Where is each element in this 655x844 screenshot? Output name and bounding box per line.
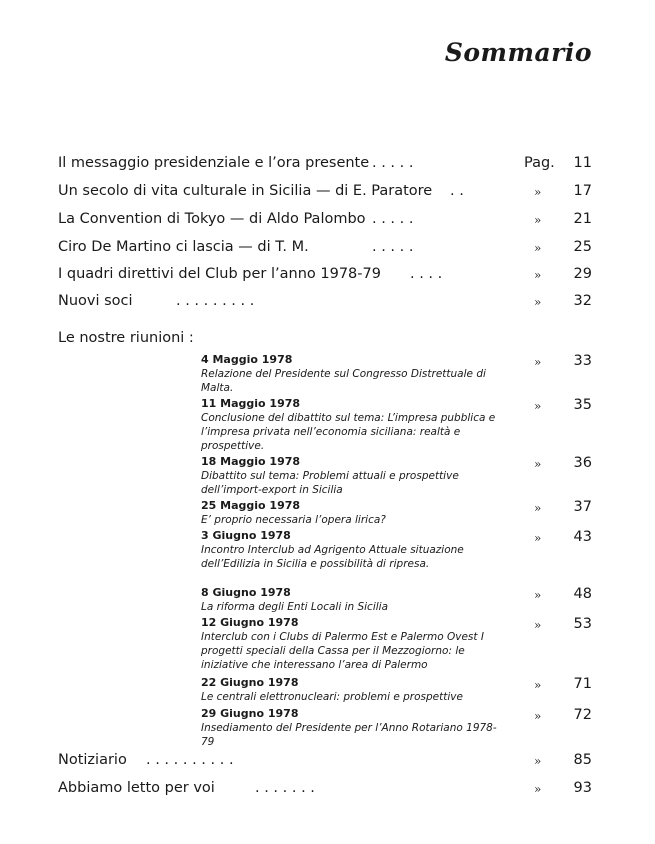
toc-page-number: 35 — [573, 397, 592, 413]
toc-page-number: 37 — [573, 499, 592, 515]
toc-page-marker: » — [534, 782, 542, 796]
meeting-date: 11 Maggio 1978 — [201, 397, 301, 410]
meeting-description: Le centrali elettronucleari: problemi e prospettive — [201, 691, 463, 703]
page-title: Sommario — [444, 38, 592, 67]
toc-page-marker: » — [534, 501, 542, 515]
meeting-date: 12 Giugno 1978 — [201, 616, 299, 629]
toc-page-number: 29 — [573, 266, 592, 282]
meeting-date: 8 Giugno 1978 — [201, 586, 291, 599]
toc-leader-dots: . . — [450, 183, 464, 199]
meeting-text — [201, 353, 501, 395]
toc-leader-dots: . . . . . — [372, 211, 414, 227]
meeting-description: Relazione del Presidente sul Congresso Distrettuale di Malta. — [201, 368, 486, 394]
toc-page-number: 53 — [573, 616, 592, 632]
toc-entry-title: Nuovi soci — [58, 293, 133, 309]
toc-page-marker: » — [534, 213, 542, 227]
toc-page-marker: » — [534, 399, 542, 413]
toc-page-number: 25 — [573, 239, 592, 255]
toc-leader-dots: . . . . . — [372, 239, 414, 255]
meeting-description: E’ proprio necessaria l’opera lirica? — [201, 514, 386, 526]
meeting-text — [201, 499, 501, 527]
toc-leader-dots: . . . . — [410, 266, 443, 282]
toc-page-number: 32 — [573, 293, 592, 309]
toc-page-marker: Pag. — [524, 155, 555, 171]
toc-entry-title: Il messaggio presidenziale e l’ora presente — [58, 155, 370, 171]
meeting-date: 29 Giugno 1978 — [201, 707, 299, 720]
meeting-date: 22 Giugno 1978 — [201, 676, 299, 689]
toc-page-number: 11 — [573, 155, 592, 171]
toc-page-number: 33 — [573, 353, 592, 369]
meeting-description: Incontro Interclub ad Agrigento Attuale situazione dell’Edilizia in Sicilia e possibilità di ripresa. — [201, 544, 464, 570]
toc-entry-title: La Convention di Tokyo — di Aldo Palombo — [58, 211, 366, 227]
toc-page-number: 72 — [573, 707, 592, 723]
toc-page-number: 85 — [573, 752, 592, 768]
toc-page-marker: » — [534, 185, 542, 199]
toc-page-number: 17 — [573, 183, 592, 199]
toc-page-marker: » — [534, 531, 542, 545]
toc-entry-title: Ciro De Martino ci lascia — di T. M. — [58, 239, 309, 255]
toc-page-marker: » — [534, 754, 542, 768]
toc-page-marker: » — [534, 588, 542, 602]
meeting-text — [201, 616, 501, 672]
toc-leader-dots: . . . . . . . . . . — [146, 752, 234, 768]
meeting-text — [201, 397, 501, 453]
meeting-text — [201, 707, 501, 749]
meeting-date: 3 Giugno 1978 — [201, 529, 291, 542]
toc-page-marker: » — [534, 709, 542, 723]
meeting-description: La riforma degli Enti Locali in Sicilia — [201, 601, 389, 613]
meeting-description: Insediamento del Presidente per l’Anno Rotariano 1978-79 — [201, 722, 497, 748]
toc-page-marker: » — [534, 295, 542, 309]
toc-leader-dots: . . . . . . . — [255, 780, 315, 796]
meeting-description: Interclub con i Clubs di Palermo Est e Palermo Ovest I progetti speciali della Cassa per il Mezzogiorno: le iniziative che interessano l’area di Palermo — [201, 631, 484, 671]
toc-leader-dots: . . . . . — [372, 155, 414, 171]
toc-page-marker: » — [534, 457, 542, 471]
toc-page-marker: » — [534, 241, 542, 255]
meeting-description: Dibattito sul tema: Problemi attuali e prospettive dell’import-export in Sicilia — [201, 470, 459, 496]
meeting-text — [201, 529, 501, 571]
toc-page-number: 93 — [573, 780, 592, 796]
meeting-date: 18 Maggio 1978 — [201, 455, 301, 468]
toc-page-number: 21 — [573, 211, 592, 227]
toc-page-number: 43 — [573, 529, 592, 545]
toc-page-marker: » — [534, 268, 542, 282]
meeting-text — [201, 586, 501, 614]
section-heading: Le nostre riunioni : — [58, 330, 194, 346]
toc-page-number: 36 — [573, 455, 592, 471]
meeting-date: 4 Maggio 1978 — [201, 353, 293, 366]
meeting-description: Conclusione del dibattito sul tema: L’impresa pubblica e l’impresa privata nell’economia siciliana: realtà e prospettive. — [201, 412, 496, 452]
toc-page-number: 71 — [573, 676, 592, 692]
toc-page-marker: » — [534, 678, 542, 692]
meeting-date: 25 Maggio 1978 — [201, 499, 301, 512]
toc-page-marker: » — [534, 355, 542, 369]
toc-leader-dots: . . . . . . . . . — [176, 293, 255, 309]
meeting-text — [201, 676, 501, 704]
toc-entry-title: Abbiamo letto per voi — [58, 780, 215, 796]
toc-page-number: 48 — [573, 586, 592, 602]
toc-page-marker: » — [534, 618, 542, 632]
toc-entry-title: I quadri direttivi del Club per l’anno 1978-79 — [58, 266, 381, 282]
toc-entry-title: Un secolo di vita culturale in Sicilia — di E. Paratore — [58, 183, 433, 199]
meeting-text — [201, 455, 501, 497]
toc-entry-title: Notiziario — [58, 752, 127, 768]
